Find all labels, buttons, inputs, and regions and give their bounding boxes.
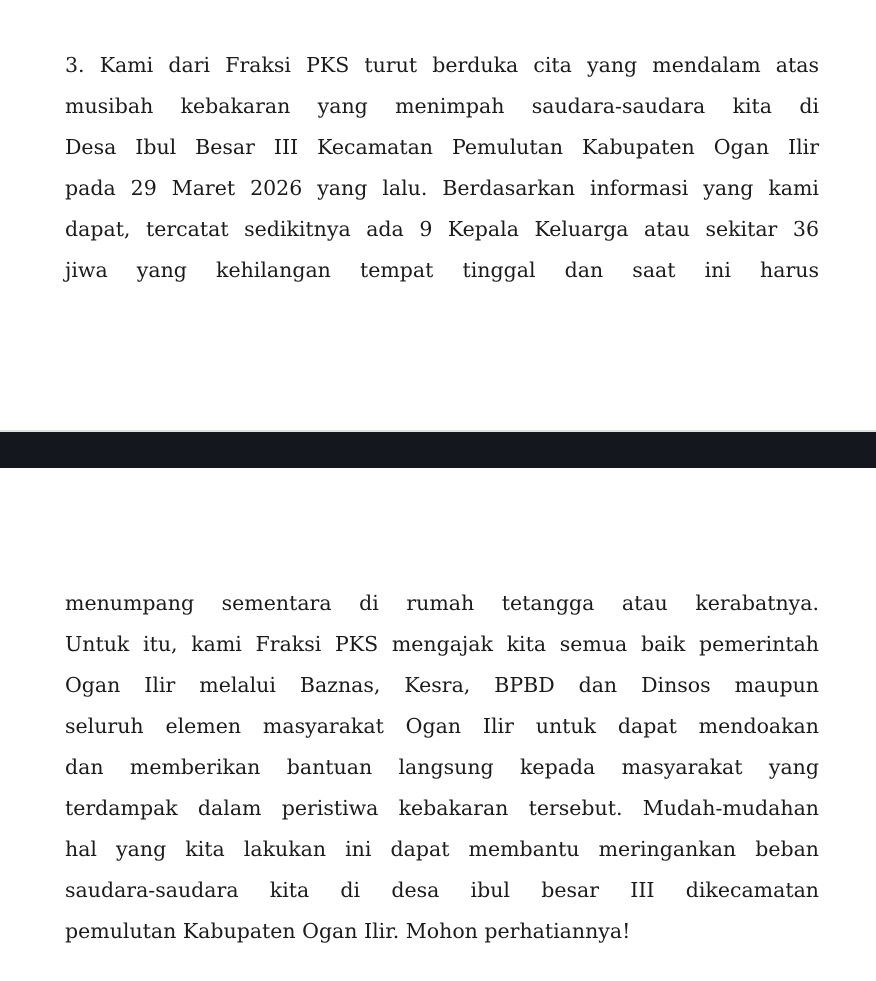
text-line: dan memberikan bantuan langsung kepada masyarakat yang (65, 755, 819, 779)
text-line: Ogan Ilir melalui Baznas, Kesra, BPBD dan Dinsos maupun (65, 673, 819, 697)
text-line: musibah kebakaran yang menimpah saudara-saudara kita di (65, 94, 819, 118)
text-line: jiwa yang kehilangan tempat tinggal dan saat ini harus (65, 258, 819, 282)
text-line: 3. Kami dari Fraksi PKS turut berduka cita yang mendalam atas (65, 53, 819, 77)
text-line: pemulutan Kabupaten Ogan Ilir. Mohon perhatiannya! (65, 919, 631, 943)
text-line: saudara-saudara kita di desa ibul besar III dikecamatan (65, 878, 819, 902)
text-line: pada 29 Maret 2026 yang lalu. Berdasarkan informasi yang kami (65, 176, 819, 200)
text-line: Desa Ibul Besar III Kecamatan Pemulutan Kabupaten Ogan Ilir (65, 135, 819, 159)
document-page-2 (0, 468, 876, 981)
text-line: hal yang kita lakukan ini dapat membantu meringankan beban (65, 837, 819, 861)
text-line: seluruh elemen masyarakat Ogan Ilir untuk dapat mendoakan (65, 714, 819, 738)
text-line: menumpang sementara di rumah tetangga atau kerabatnya. (65, 591, 819, 615)
document-page-1 (0, 0, 876, 430)
text-line: dapat, tercatat sedikitnya ada 9 Kepala Keluarga atau sekitar 36 (65, 217, 819, 241)
text-line: terdampak dalam peristiwa kebakaran tersebut. Mudah-mudahan (65, 796, 819, 820)
text-line: Untuk itu, kami Fraksi PKS mengajak kita semua baik pemerintah (65, 632, 819, 656)
page-break-gap (0, 432, 876, 468)
